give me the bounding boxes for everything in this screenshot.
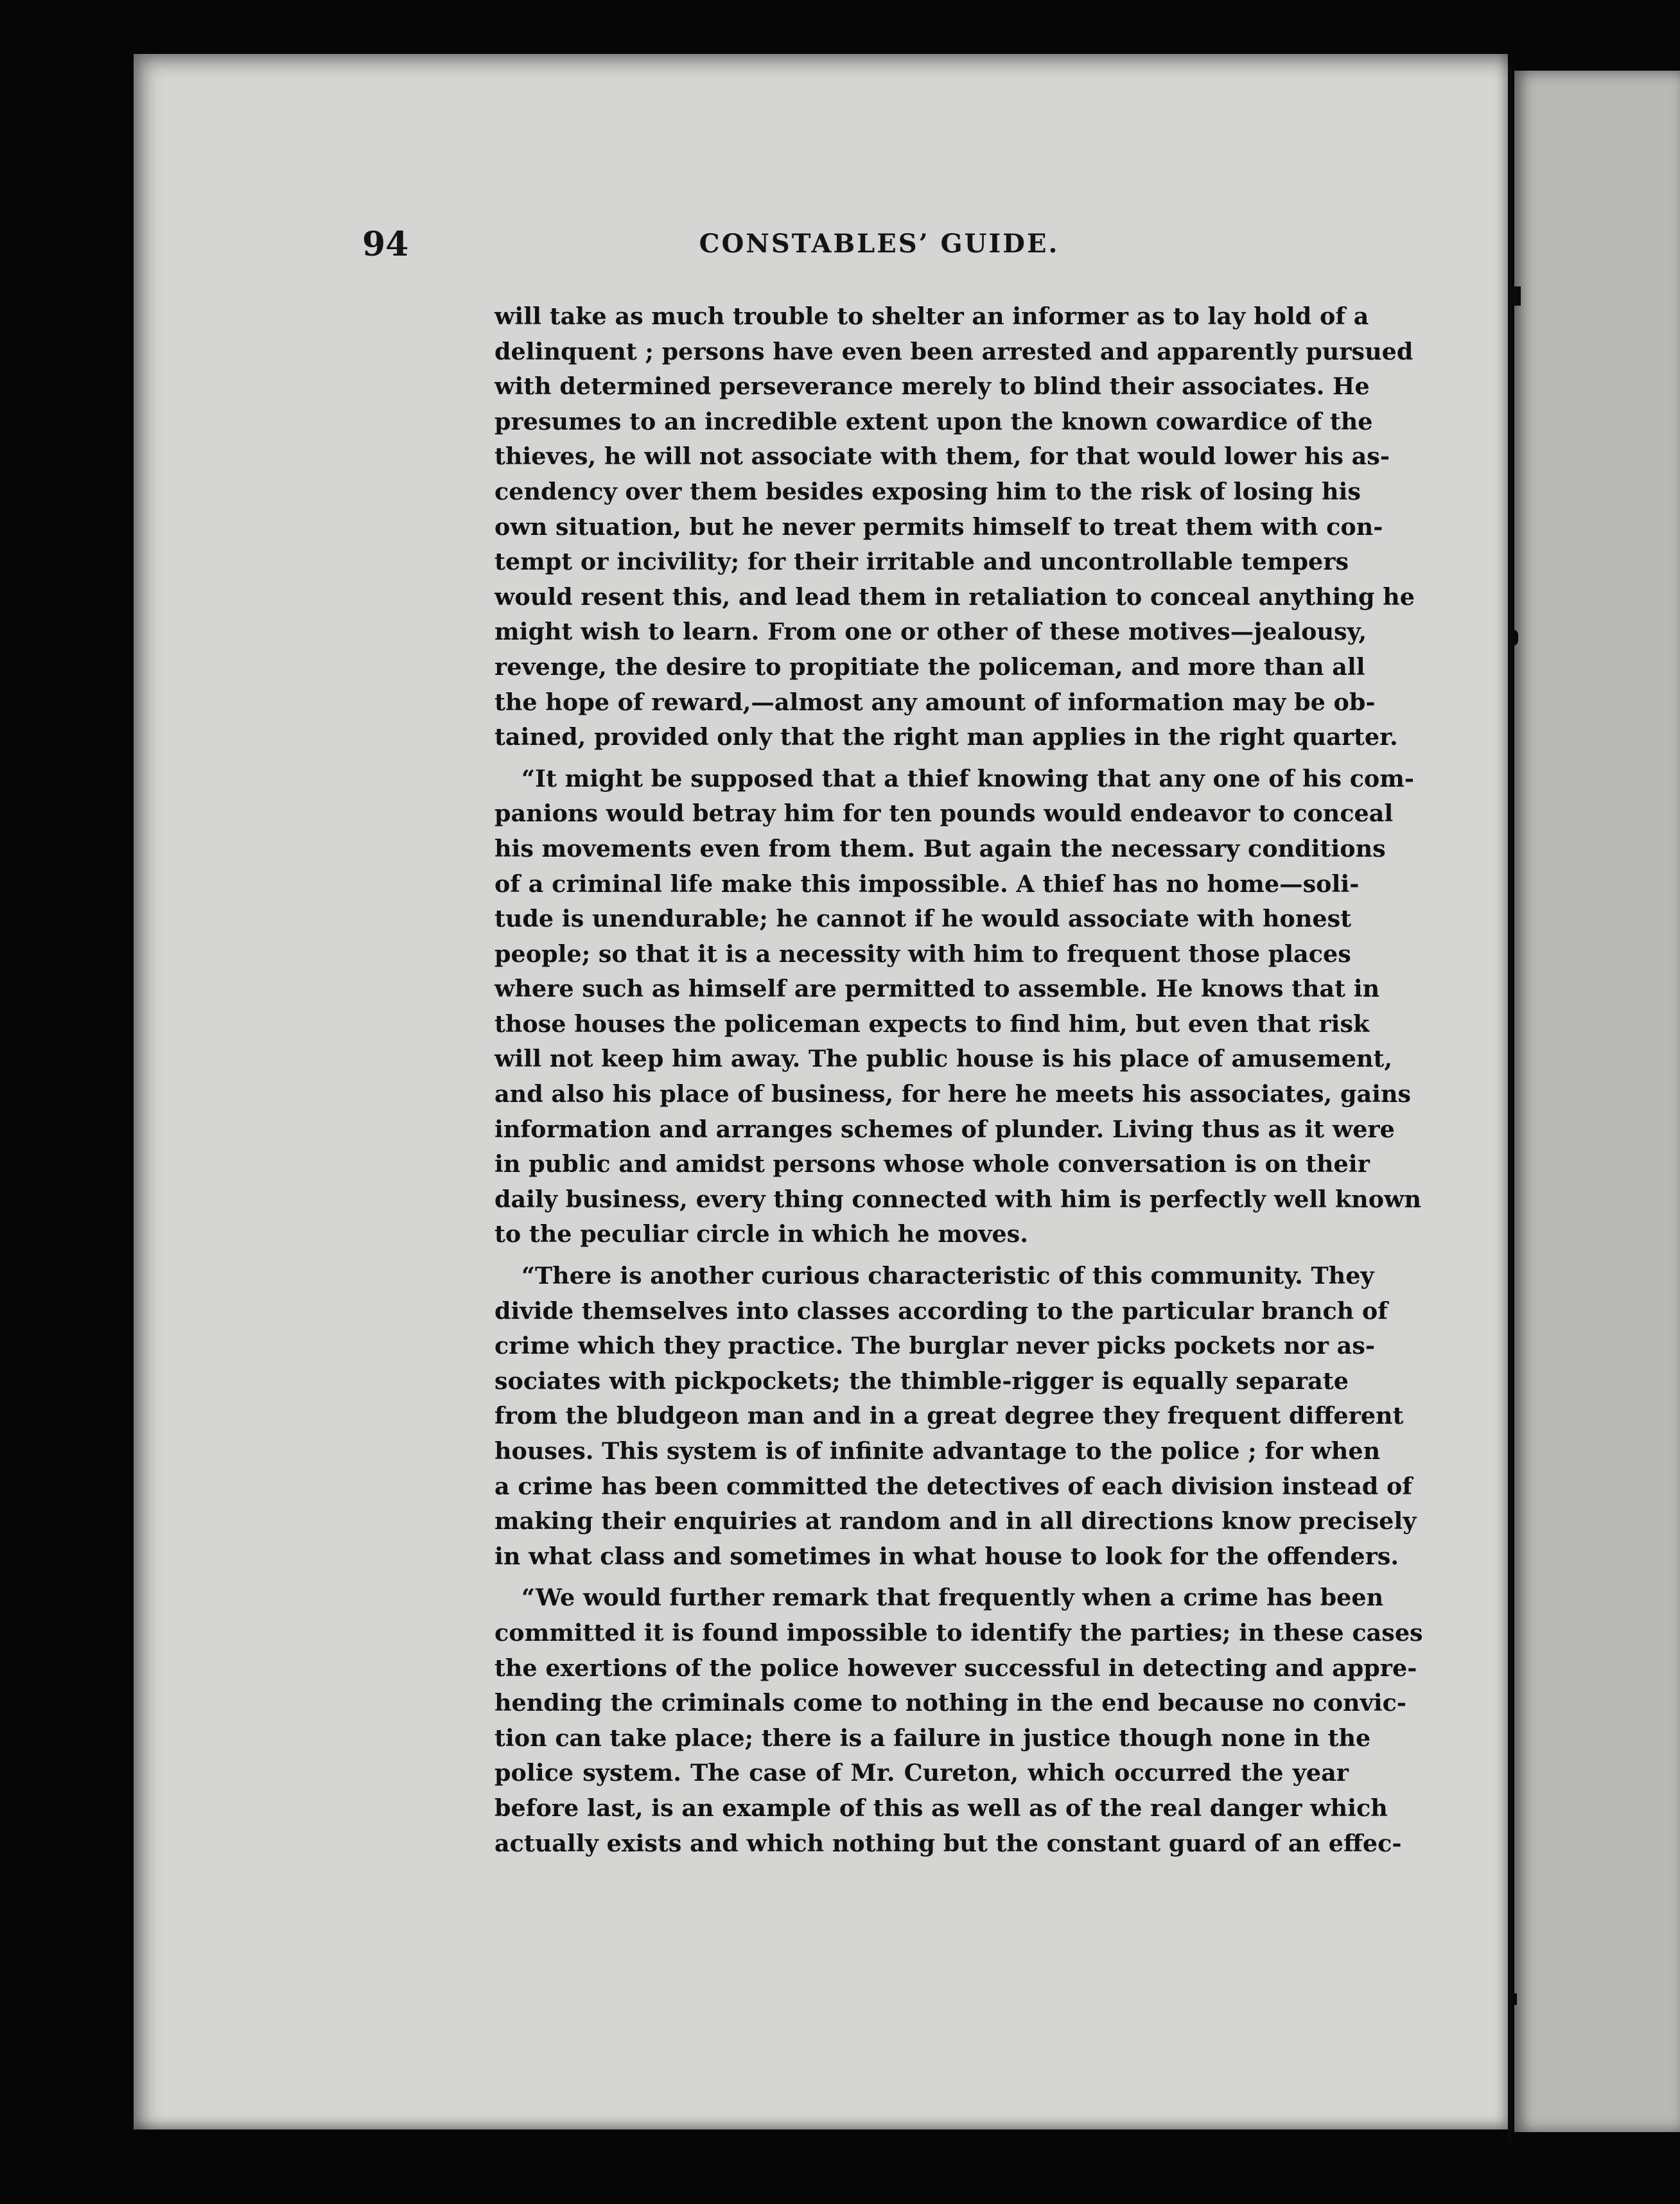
body-text xyxy=(494,299,1423,1861)
text-line: revenge, the desire to propitiate the policeman, and more than all xyxy=(494,652,1365,681)
text-line: presumes to an incredible extent upon the known cowardice of the xyxy=(494,407,1373,435)
text-line: information and arranges schemes of plunder. Living thus as it were xyxy=(494,1115,1395,1143)
text-line: committed it is found impossible to identify the parties; in these cases xyxy=(494,1618,1423,1647)
text-line: crime which they practice. The burglar never picks pockets nor as- xyxy=(494,1332,1375,1360)
gutter-mark xyxy=(1507,629,1518,646)
text-line: before last, is an example of this as well as of the real danger which xyxy=(494,1794,1388,1822)
text-line: a crime has been committed the detectives of each division instead of xyxy=(494,1472,1413,1500)
page-number: 94 xyxy=(362,225,409,264)
text-line: thieves, he will not associate with them, for that would lower his as- xyxy=(494,442,1390,471)
facing-page-edge xyxy=(1514,71,1680,2132)
text-line: delinquent ; persons have even been arrested and apparently pursued xyxy=(494,337,1413,365)
running-title: CONSTABLES’ GUIDE. xyxy=(699,229,1060,259)
text-line: “We would further remark that frequently when a crime has been xyxy=(521,1584,1384,1612)
text-line: of a criminal life make this impossible. A thief has no home—soli- xyxy=(494,870,1360,898)
paragraph xyxy=(494,1259,1417,1574)
paragraph xyxy=(494,762,1422,1252)
text-line: making their enquiries at random and in all directions know precisely xyxy=(494,1507,1417,1535)
text-line: sociates with pickpockets; the thimble-rigger is equally separate xyxy=(494,1367,1349,1395)
text-line: with determined perseverance merely to blind their associates. He xyxy=(494,372,1370,401)
text-line: police system. The case of Mr. Cureton, which occurred the year xyxy=(494,1759,1349,1787)
paragraph xyxy=(494,1580,1423,1861)
text-line: “There is another curious characteristic of this community. They xyxy=(521,1262,1374,1290)
text-line: from the bludgeon man and in a great degree they frequent different xyxy=(494,1402,1404,1430)
text-line: daily business, every thing connected with him is perfectly well known xyxy=(494,1185,1422,1213)
text-line: might wish to learn. From one or other of these motives—jealousy, xyxy=(494,618,1367,646)
text-line: and also his place of business, for here he meets his associates, gains xyxy=(494,1080,1412,1108)
text-line: tion can take place; there is a failure in justice though none in the xyxy=(494,1724,1371,1752)
gutter-mark xyxy=(1509,286,1521,306)
text-line: in public and amidst persons whose whole conversation is on their xyxy=(494,1150,1370,1178)
text-line: the hope of reward,—almost any amount of information may be ob- xyxy=(494,688,1376,716)
text-line: divide themselves into classes according to the particular branch of xyxy=(494,1297,1388,1325)
text-line: houses. This system is of infinite advantage to the police ; for when xyxy=(494,1437,1381,1465)
text-line: to the peculiar circle in which he moves. xyxy=(494,1220,1028,1248)
text-line: will take as much trouble to shelter an informer as to lay hold of a xyxy=(494,302,1369,330)
text-line: people; so that it is a necessity with him to frequent those places xyxy=(494,940,1351,968)
text-line: his movements even from them. But again the necessary conditions xyxy=(494,834,1386,862)
text-line: in what class and sometimes in what house to look for the offenders. xyxy=(494,1542,1399,1570)
paragraph xyxy=(494,299,1415,755)
text-line: panions would betray him for ten pounds would endeavor to conceal xyxy=(494,800,1394,828)
text-line: tude is unendurable; he cannot if he would associate with honest xyxy=(494,905,1352,933)
text-line: “It might be supposed that a thief knowing that any one of his com- xyxy=(521,764,1415,792)
text-line: hending the criminals come to nothing in the end because no convic- xyxy=(494,1689,1407,1717)
text-line: will not keep him away. The public house is his place of amusement, xyxy=(494,1045,1393,1073)
text-line: own situation, but he never permits himself to treat them with con- xyxy=(494,512,1383,541)
text-line: tempt or incivility; for their irritable and uncontrollable tempers xyxy=(494,548,1349,576)
text-line: tained, provided only that the right man applies in the right quarter. xyxy=(494,723,1398,751)
text-line: where such as himself are permitted to assemble. He knows that in xyxy=(494,975,1380,1003)
gutter-mark xyxy=(1507,1993,1517,2005)
running-head xyxy=(362,225,1358,276)
text-line: cendency over them besides exposing him to the risk of losing his xyxy=(494,477,1361,505)
text-line: those houses the policeman expects to find him, but even that risk xyxy=(494,1010,1370,1038)
text-line: actually exists and which nothing but the constant guard of an effec- xyxy=(494,1829,1402,1857)
page-gutter xyxy=(1508,64,1512,2145)
text-line: the exertions of the police however successful in detecting and appre- xyxy=(494,1654,1417,1682)
text-line: would resent this, and lead them in retaliation to conceal anything he xyxy=(494,582,1415,611)
